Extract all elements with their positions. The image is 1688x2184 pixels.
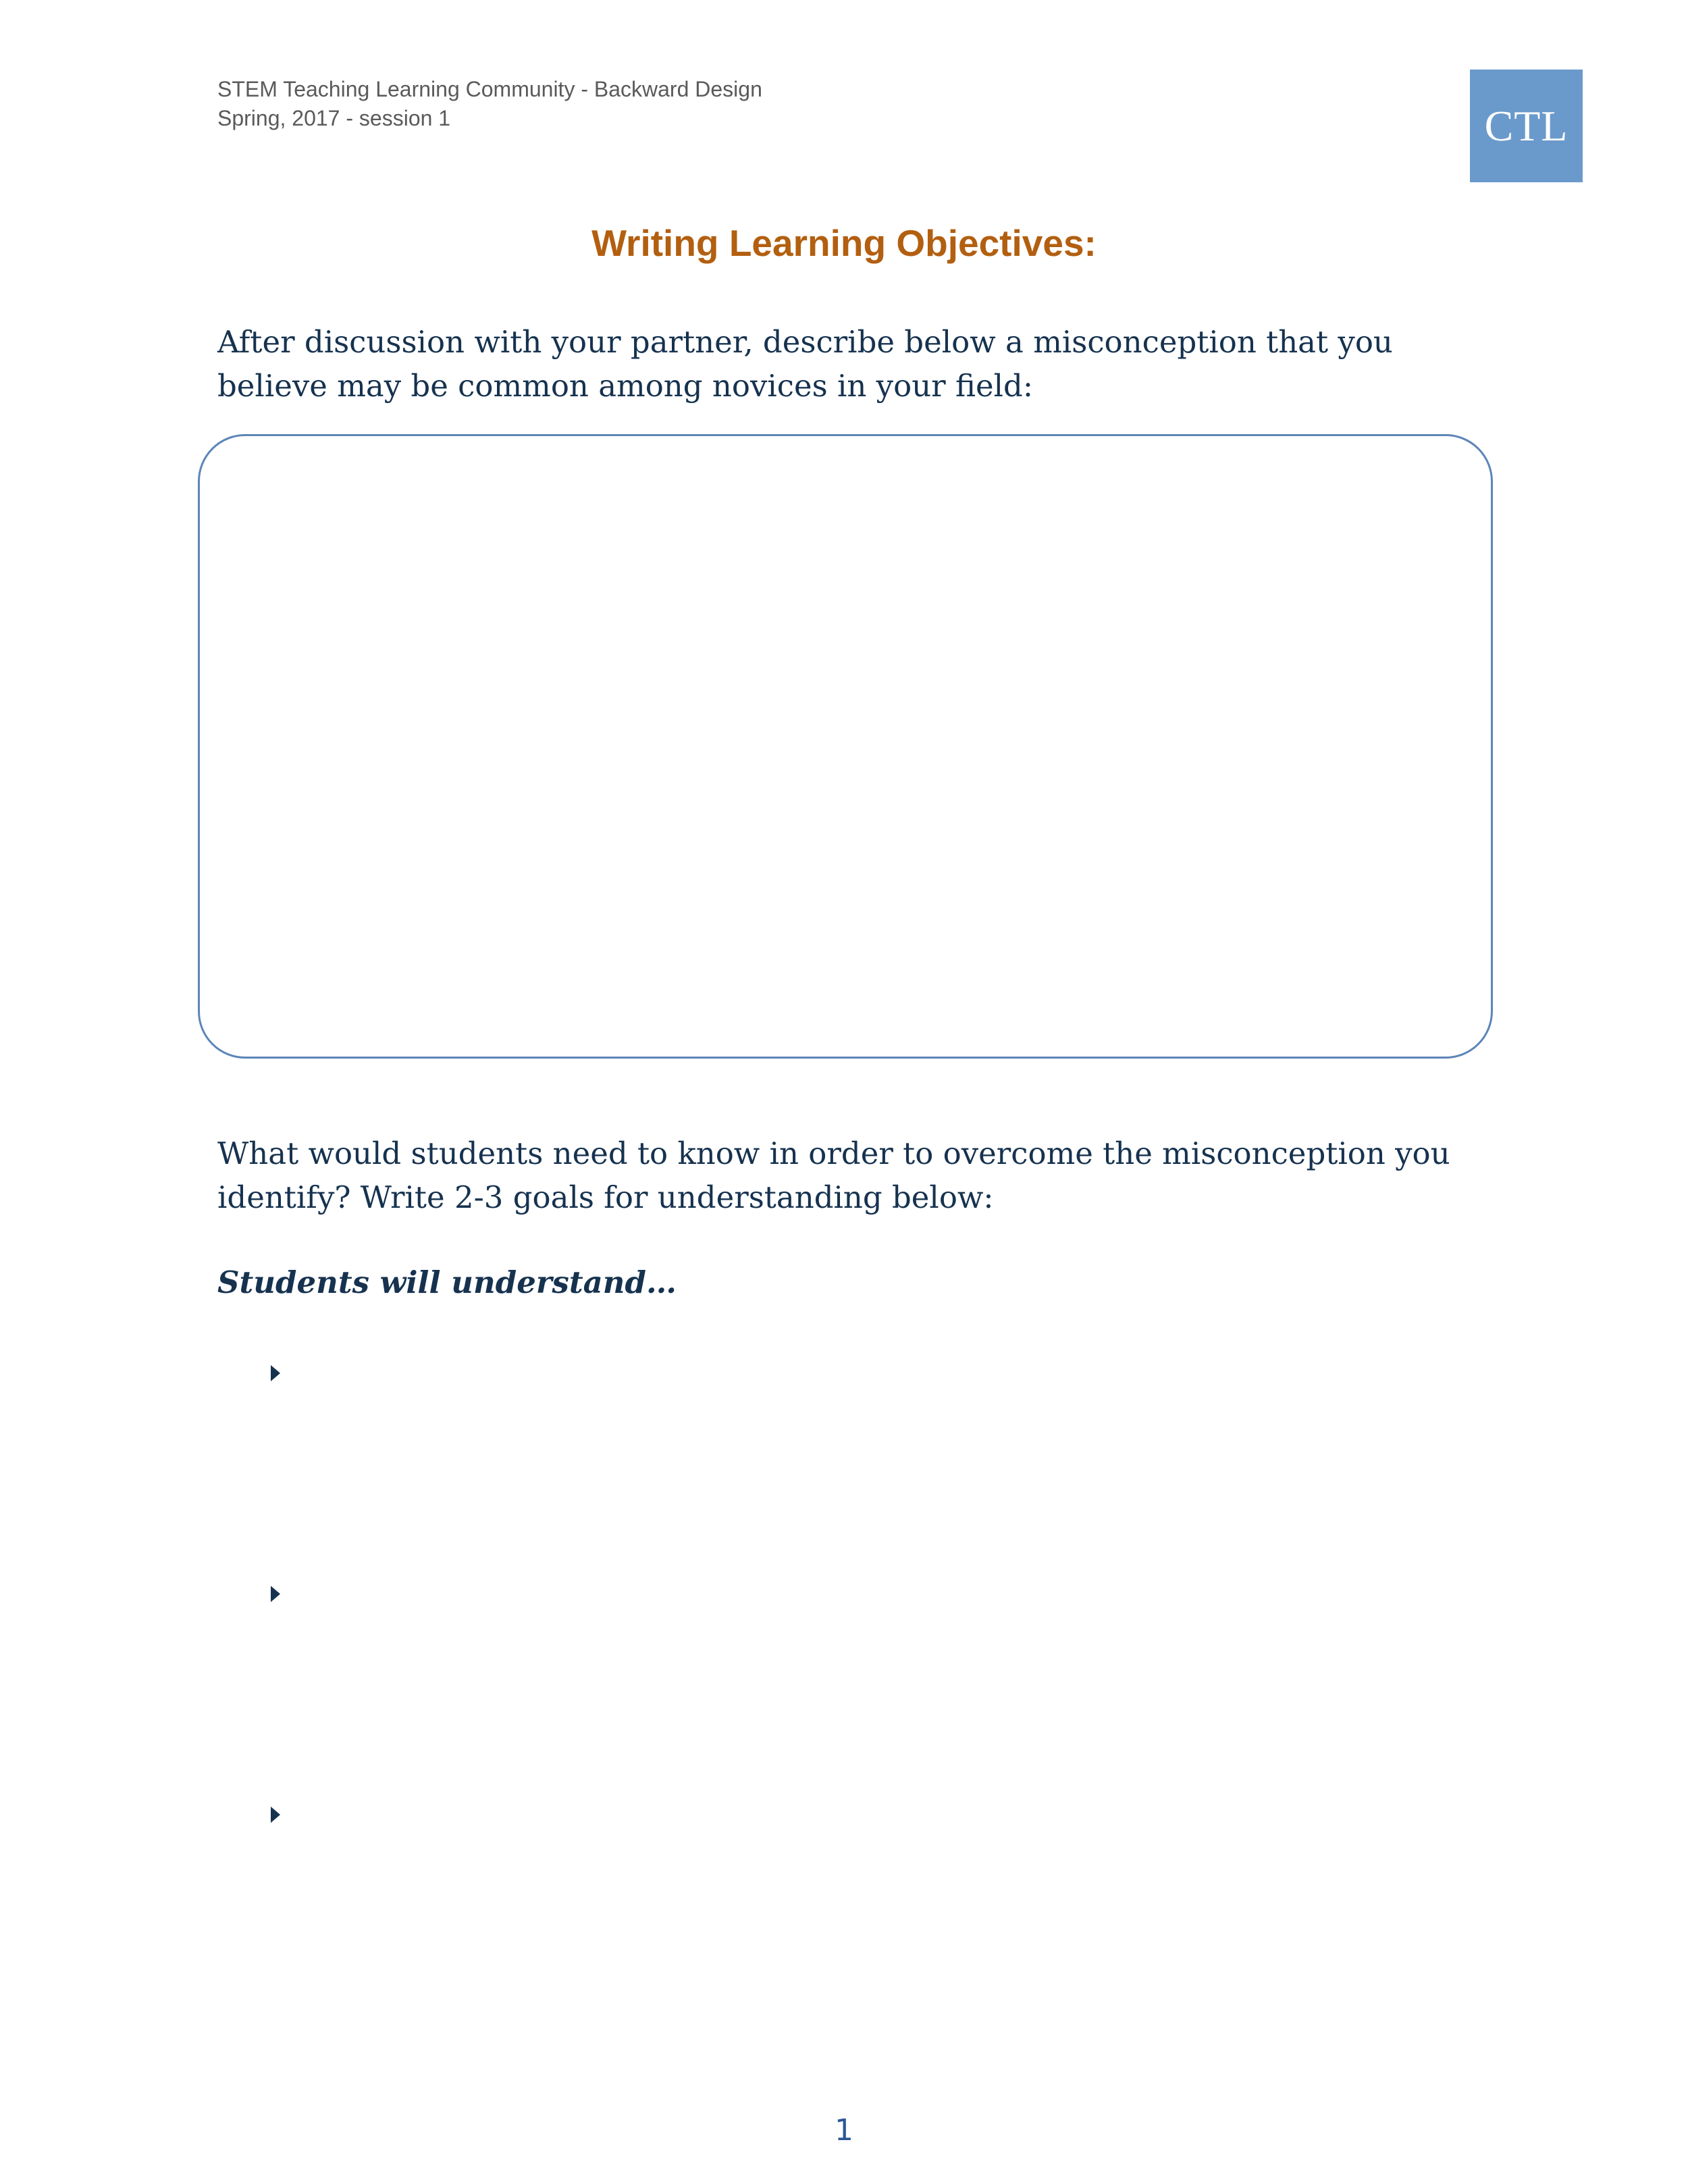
ctl-logo <box>1470 70 1583 182</box>
misconception-prompt: After discussion with your partner, describe below a misconception that you believe may be common among novices in your field: <box>217 324 1393 404</box>
goal-bullet-icon <box>271 1586 280 1602</box>
goal-bullet-icon <box>271 1365 280 1381</box>
page-number: 1 <box>835 2113 853 2148</box>
misconception-answer-box[interactable] <box>198 434 1493 1059</box>
header-course-title: STEM Teaching Learning Community - Backward Design <box>217 77 762 101</box>
page-title: Writing Learning Objectives: <box>591 222 1097 264</box>
header-session-info: Spring, 2017 - session 1 <box>217 106 451 130</box>
goals-prompt: What would students need to know in order to overcome the misconception you identify? Write 2-3 goals for understanding below: <box>217 1136 1450 1215</box>
students-will-understand-heading: Students will understand… <box>217 1264 677 1300</box>
logo-text: CTL <box>1484 101 1568 150</box>
goal-bullet-icon <box>271 1807 280 1823</box>
